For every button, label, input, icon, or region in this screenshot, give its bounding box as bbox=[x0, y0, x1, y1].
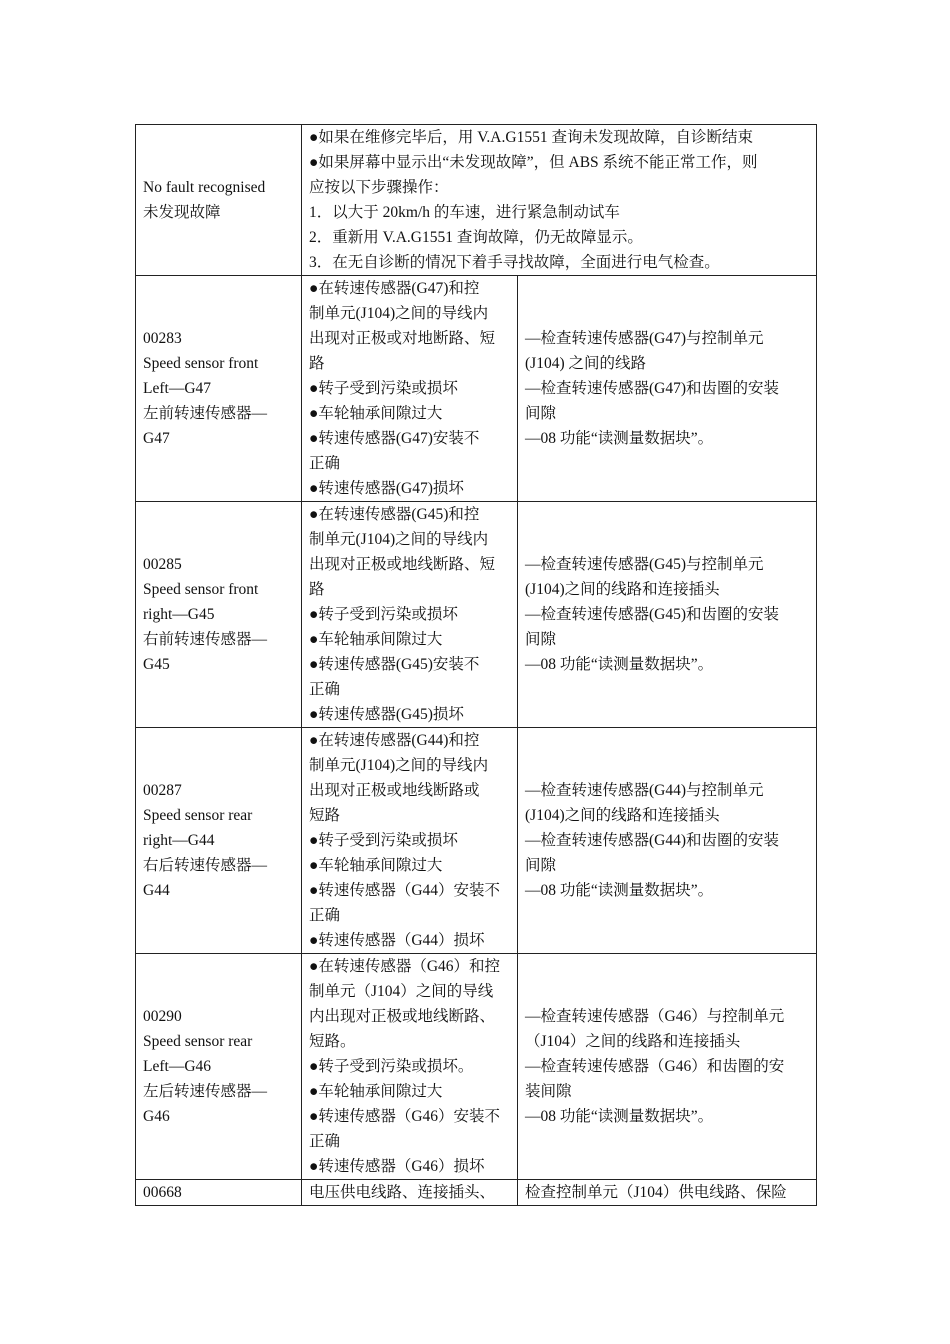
fault-name: 右前转速传感器— bbox=[143, 631, 268, 648]
fault-name: Left—G46 bbox=[143, 1058, 212, 1075]
action-line: —检查转速传感器(G45)与控制单元 bbox=[525, 556, 764, 573]
table-row bbox=[136, 502, 817, 728]
fault-code-cell bbox=[136, 954, 302, 1180]
fault-name: G47 bbox=[143, 430, 170, 447]
actions-cell bbox=[518, 728, 817, 954]
table-row bbox=[136, 125, 817, 276]
fault-code-cell bbox=[136, 502, 302, 728]
table-row bbox=[136, 276, 817, 502]
cause-line: ●转子受到污染或损坏 bbox=[309, 832, 458, 849]
cause-line: ●转速传感器（G44）安装不 bbox=[309, 882, 501, 899]
cause-line: 电压供电线路、连接插头、 bbox=[309, 1184, 496, 1201]
causes-cell bbox=[302, 502, 518, 728]
fault-name: Speed sensor front bbox=[143, 581, 259, 598]
fault-code-cell bbox=[136, 728, 302, 954]
cause-line: 制单元(J104)之间的导线内 bbox=[309, 757, 489, 774]
actions-cell bbox=[518, 954, 817, 1180]
fault-name: 右后转速传感器— bbox=[143, 857, 268, 874]
action-line: (J104)之间的线路和连接插头 bbox=[525, 581, 720, 598]
cause-line: 出现对正极或地线断路、短 bbox=[309, 556, 496, 573]
fault-code-cell bbox=[136, 1180, 302, 1206]
text-line: ●如果屏幕中显示出“未发现故障”，但 ABS 系统不能正常工作，则 bbox=[309, 154, 758, 171]
description-cell bbox=[302, 125, 817, 276]
cause-line: ●转速传感器(G47)安装不 bbox=[309, 430, 480, 447]
text-line: 1．以大于 20km/h 的车速，进行紧急制动试车 bbox=[309, 204, 620, 221]
cause-line: 制单元(J104)之间的导线内 bbox=[309, 531, 489, 548]
action-line: 间隙 bbox=[525, 631, 557, 648]
cause-line: 正确 bbox=[309, 907, 341, 924]
cause-line: ●转子受到污染或损坏 bbox=[309, 606, 458, 623]
fault-name: G44 bbox=[143, 882, 170, 899]
text-line: 应按以下步骤操作： bbox=[309, 179, 449, 196]
causes-cell bbox=[302, 276, 518, 502]
cause-line: 内出现对正极或地线断路、 bbox=[309, 1008, 496, 1025]
cause-line: ●在转速传感器(G45)和控 bbox=[309, 506, 480, 523]
fault-name: Left—G47 bbox=[143, 380, 212, 397]
fault-name: 左前转速传感器— bbox=[143, 405, 268, 422]
action-line: (J104) 之间的线路 bbox=[525, 355, 646, 372]
table-row bbox=[136, 954, 817, 1180]
fault-code-table bbox=[135, 124, 817, 1206]
action-line: (J104)之间的线路和连接插头 bbox=[525, 807, 720, 824]
action-line: 检查控制单元（J104）供电线路、保险 bbox=[525, 1184, 787, 1201]
causes-cell bbox=[302, 1180, 518, 1206]
cause-line: ●车轮轴承间隙过大 bbox=[309, 405, 443, 422]
cause-line: ●在转速传感器(G47)和控 bbox=[309, 280, 480, 297]
cause-line: ●车轮轴承间隙过大 bbox=[309, 1083, 443, 1100]
fault-code: 00283 bbox=[143, 330, 182, 347]
action-line: —08 功能“读测量数据块”。 bbox=[525, 882, 714, 899]
text-line: ●如果在维修完毕后，用 V.A.G1551 查询未发现故障，自诊断结束 bbox=[309, 129, 753, 146]
action-line: 间隙 bbox=[525, 857, 557, 874]
cause-line: ●车轮轴承间隙过大 bbox=[309, 857, 443, 874]
cause-line: 制单元（J104）之间的导线 bbox=[309, 983, 494, 1000]
fault-code: 00287 bbox=[143, 782, 182, 799]
cause-line: 正确 bbox=[309, 455, 341, 472]
cause-line: ●转子受到污染或损坏 bbox=[309, 380, 458, 397]
fault-name: Speed sensor rear bbox=[143, 1033, 253, 1050]
cause-line: ●转子受到污染或损坏。 bbox=[309, 1058, 474, 1075]
action-line: —检查转速传感器(G44)与控制单元 bbox=[525, 782, 764, 799]
cause-line: ●转速传感器(G47)损坏 bbox=[309, 480, 464, 497]
fault-name: Speed sensor front bbox=[143, 355, 259, 372]
cause-line: 制单元(J104)之间的导线内 bbox=[309, 305, 489, 322]
fault-name: 左后转速传感器— bbox=[143, 1083, 268, 1100]
fault-name: G46 bbox=[143, 1108, 170, 1125]
fault-name-en: No fault recognised bbox=[143, 179, 266, 196]
cause-line: ●转速传感器(G45)损坏 bbox=[309, 706, 464, 723]
cause-line: 短路 bbox=[309, 807, 341, 824]
causes-cell bbox=[302, 728, 518, 954]
cause-line: 出现对正极或地线断路或 bbox=[309, 782, 480, 799]
table-row bbox=[136, 728, 817, 954]
cause-line: 路 bbox=[309, 355, 325, 372]
cause-line: 正确 bbox=[309, 681, 341, 698]
actions-cell bbox=[518, 1180, 817, 1206]
actions-cell bbox=[518, 502, 817, 728]
cause-line: 短路。 bbox=[309, 1033, 356, 1050]
fault-code: 00668 bbox=[143, 1184, 182, 1201]
cause-line: 正确 bbox=[309, 1133, 341, 1150]
action-line: —检查转速传感器(G47)和齿圈的安装 bbox=[525, 380, 780, 397]
fault-name-cn: 未发现故障 bbox=[143, 204, 221, 221]
text-line: 3．在无自诊断的情况下着手寻找故障，全面进行电气检查。 bbox=[309, 254, 720, 271]
fault-code: 00285 bbox=[143, 556, 182, 573]
cause-line: ●转速传感器（G44）损坏 bbox=[309, 932, 485, 949]
fault-code-cell bbox=[136, 125, 302, 276]
action-line: —检查转速传感器(G47)与控制单元 bbox=[525, 330, 764, 347]
action-line: 装间隙 bbox=[525, 1083, 572, 1100]
fault-code-cell bbox=[136, 276, 302, 502]
action-line: —08 功能“读测量数据块”。 bbox=[525, 1108, 714, 1125]
fault-code: 00290 bbox=[143, 1008, 182, 1025]
causes-cell bbox=[302, 954, 518, 1180]
cause-line: ●在转速传感器(G44)和控 bbox=[309, 732, 480, 749]
action-line: —08 功能“读测量数据块”。 bbox=[525, 430, 714, 447]
action-line: 间隙 bbox=[525, 405, 557, 422]
action-line: —08 功能“读测量数据块”。 bbox=[525, 656, 714, 673]
cause-line: ●转速传感器（G46）损坏 bbox=[309, 1158, 485, 1175]
action-line: （J104）之间的线路和连接插头 bbox=[525, 1033, 741, 1050]
cause-line: ●转速传感器（G46）安装不 bbox=[309, 1108, 501, 1125]
fault-name: Speed sensor rear bbox=[143, 807, 253, 824]
action-line: —检查转速传感器（G46）与控制单元 bbox=[525, 1008, 785, 1025]
cause-line: ●转速传感器(G45)安装不 bbox=[309, 656, 480, 673]
fault-name: right—G44 bbox=[143, 832, 215, 849]
cause-line: ●在转速传感器（G46）和控 bbox=[309, 958, 501, 975]
cause-line: 出现对正极或对地断路、短 bbox=[309, 330, 496, 347]
text-line: 2．重新用 V.A.G1551 查询故障，仍无故障显示。 bbox=[309, 229, 643, 246]
fault-name: right—G45 bbox=[143, 606, 215, 623]
cause-line: ●车轮轴承间隙过大 bbox=[309, 631, 443, 648]
cause-line: 路 bbox=[309, 581, 325, 598]
table-row bbox=[136, 1180, 817, 1206]
action-line: —检查转速传感器(G44)和齿圈的安装 bbox=[525, 832, 780, 849]
action-line: —检查转速传感器（G46）和齿圈的安 bbox=[525, 1058, 785, 1075]
actions-cell bbox=[518, 276, 817, 502]
fault-name: G45 bbox=[143, 656, 170, 673]
action-line: —检查转速传感器(G45)和齿圈的安装 bbox=[525, 606, 780, 623]
